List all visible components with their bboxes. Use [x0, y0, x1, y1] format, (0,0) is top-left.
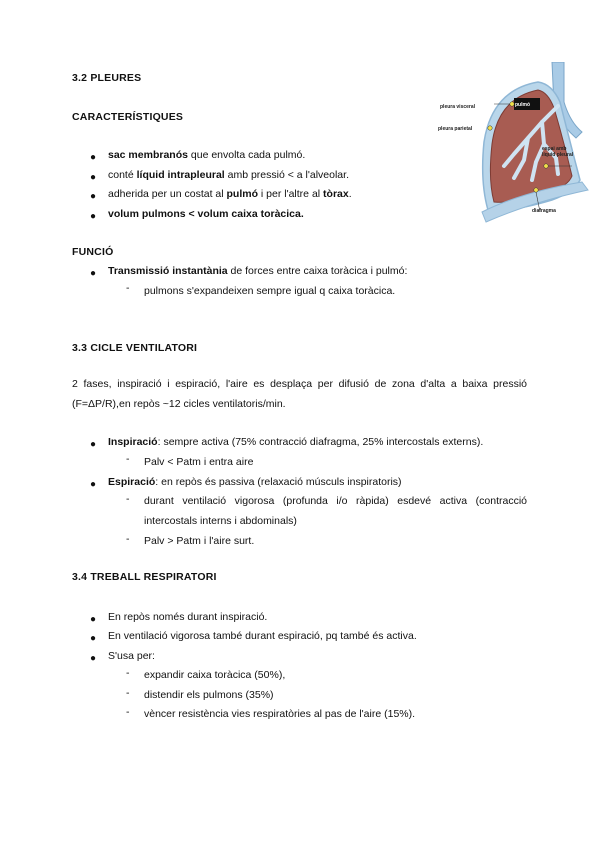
dash-icon: -: [126, 282, 130, 294]
bullet-icon: ●: [90, 268, 97, 279]
bullet-icon: ●: [90, 172, 97, 183]
label-espai-line1: espai amb: [542, 146, 567, 152]
dash-icon: -: [126, 706, 130, 718]
dash-icon: -: [126, 493, 130, 505]
espiracio-subitem-1-line2: intercostals interns i abdominals): [144, 515, 297, 527]
bullet-icon: ●: [90, 653, 97, 664]
bullet-icon: ●: [90, 152, 97, 163]
section-title-pleures: 3.2 PLEURES: [72, 72, 142, 84]
treball-item-3: S'usa per:: [108, 650, 155, 662]
char-item-3: adherida per un costat al pulmó i per l'altre al tòrax.: [108, 188, 352, 200]
espiracio-subitem-2: Palv > Patm i l'aire surt.: [144, 535, 255, 547]
dash-icon: -: [126, 667, 130, 679]
inspiracio-item: Inspiració: sempre activa (75% contracció diafragma, 25% intercostals externs).: [108, 436, 484, 448]
section-title-treball: 3.4 TREBALL RESPIRATORI: [72, 571, 217, 583]
label-pleura-visceral: pleura visceral: [440, 104, 476, 110]
cicle-paragraph-line2: (F=ΔP/R),en repòs ~12 cicles ventilatoris/min.: [72, 398, 286, 410]
bullet-icon: ●: [90, 211, 97, 222]
label-pleura-parietal: pleura parietal: [438, 126, 473, 132]
label-espai-line2: líquid pleural: [542, 152, 574, 158]
label-diafragma: diafragma: [532, 208, 556, 214]
espiracio-subitem-1-line1: durant ventilació vigorosa (profunda i/o ràpida) esdevé activa (contracció: [144, 495, 527, 507]
dash-icon: -: [126, 687, 130, 699]
bullet-icon: ●: [90, 614, 97, 625]
label-pulmo: pulmó: [515, 102, 530, 108]
espiracio-item: Espiració: en repòs és passiva (relaxació músculs inspiratoris): [108, 476, 402, 488]
dash-icon: -: [126, 533, 130, 545]
func-item-1: Transmissió instantània de forces entre caixa toràcica i pulmó:: [108, 265, 408, 277]
lung-illustration: [432, 62, 592, 232]
func-subitem-1: pulmons s'expandeixen sempre igual q caixa toràcica.: [144, 285, 396, 297]
heading-caracteristiques: CARACTERÍSTIQUES: [72, 111, 184, 123]
treball-subitem-1: expandir caixa toràcica (50%),: [144, 669, 286, 681]
char-item-4: volum pulmons < volum caixa toràcica.: [108, 208, 304, 220]
pleura-diagram: [432, 62, 592, 232]
char-item-2: conté líquid intrapleural amb pressió < a l'alveolar.: [108, 169, 349, 181]
treball-item-2: En ventilació vigorosa també durant espiració, pq també és activa.: [108, 630, 417, 642]
cicle-paragraph-line1: 2 fases, inspiració i espiració, l'aire es desplaça per difusió de zona d'alta a baixa pressió: [72, 378, 527, 390]
treball-subitem-3: vèncer resistència vies respiratòries al pas de l'aire (15%).: [144, 708, 416, 720]
dash-icon: -: [126, 453, 130, 465]
treball-subitem-2: distendir els pulmons (35%): [144, 689, 274, 701]
bullet-icon: ●: [90, 633, 97, 644]
char-item-1: sac membranós que envolta cada pulmó.: [108, 149, 306, 161]
inspiracio-subitem: Palv < Patm i entra aire: [144, 456, 254, 468]
heading-funcio: FUNCIÓ: [72, 246, 114, 258]
bullet-icon: ●: [90, 439, 97, 450]
treball-item-1: En repòs només durant inspiració.: [108, 611, 268, 623]
bullet-icon: ●: [90, 479, 97, 490]
section-title-cicle: 3.3 CICLE VENTILATORI: [72, 342, 198, 354]
bullet-icon: ●: [90, 191, 97, 202]
